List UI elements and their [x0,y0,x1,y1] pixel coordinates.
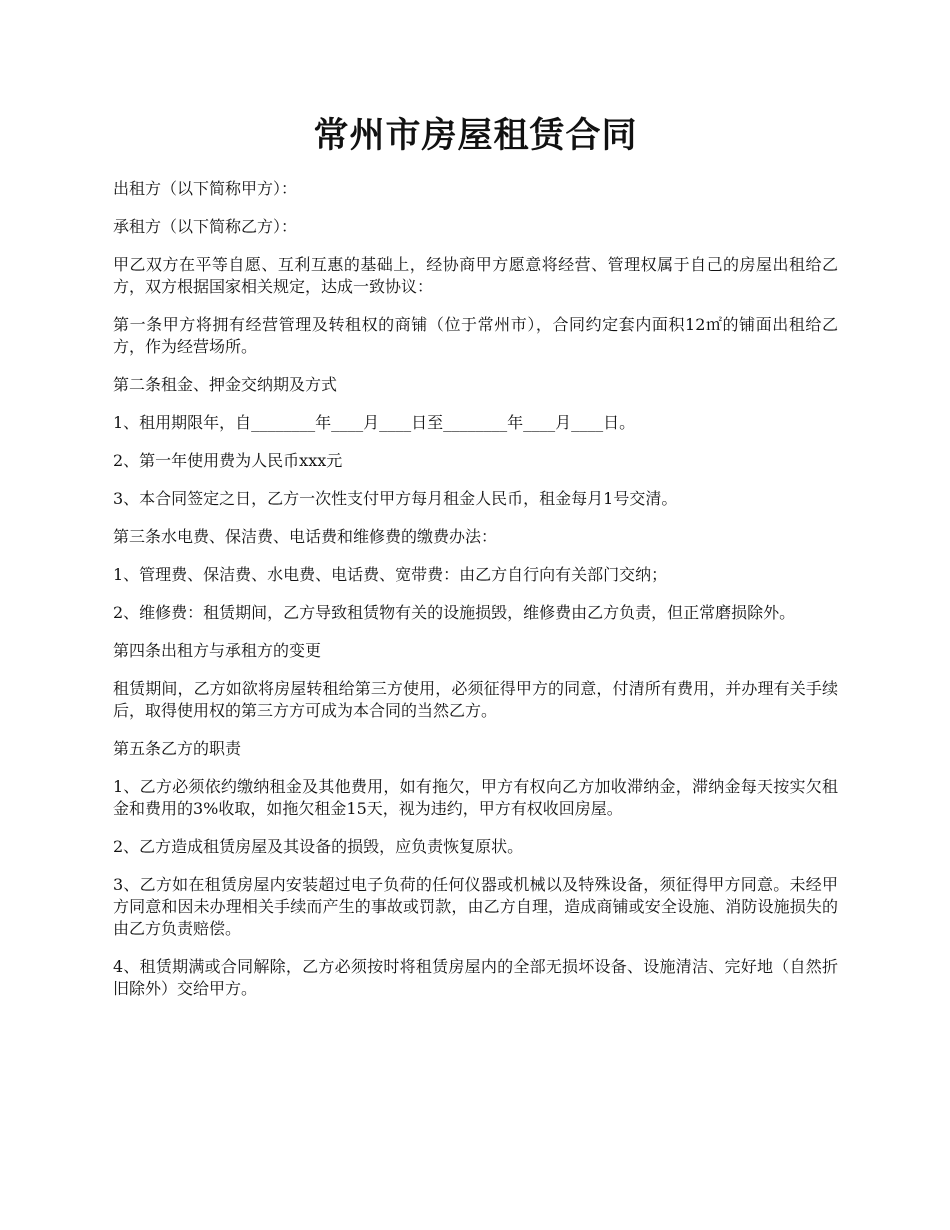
article-3-item-2: 2、维修费：租赁期间，乙方导致租赁物有关的设施损毁，维修费由乙方负责，但正常磨损除外。 [113,603,796,622]
article-1: 第一条甲方将拥有经营管理及转租权的商铺（位于常州市），合同约定套内面积12㎡的铺面出租给乙方，作为经营场所。 [113,315,838,356]
document-title: 常州市房屋租赁合同 [313,115,638,156]
article-2-item-2: 2、第一年使用费为人民币xxx元 [113,451,343,470]
article-3-item-1: 1、管理费、保洁费、水电费、电话费、宽带费：由乙方自行向有关部门交纳； [113,565,668,584]
article-5-heading: 第五条乙方的职责 [113,739,242,758]
article-5-item-1: 1、乙方必须依约缴纳租金及其他费用，如有拖欠，甲方有权向乙方加收滞纳金，滞纳金每天按实欠租金和费用的3%收取，如拖欠租金15天，视为违约，甲方有权收回房屋。 [113,777,838,818]
article-5-item-2: 2、乙方造成租赁房屋及其设备的损毁，应负责恢复原状。 [113,837,524,856]
article-4-heading: 第四条出租方与承租方的变更 [113,641,322,660]
article-4-body: 租赁期间，乙方如欲将房屋转租给第三方使用，必须征得甲方的同意，付清所有费用，并办理有关手续后，取得使用权的第三方方可成为本合同的当然乙方。 [113,679,838,720]
party-b-line: 承租方（以下简称乙方）： [113,217,298,236]
article-2-heading: 第二条租金、押金交纳期及方式 [113,375,338,394]
article-2-item-3: 3、本合同签定之日，乙方一次性支付甲方每月租金人民币，租金每月1号交清。 [113,489,678,508]
article-5-item-4: 4、租赁期满或合同解除，乙方必须按时将租赁房屋内的全部无损坏设备、设施清洁、完好地（自然折旧除外）交给甲方。 [113,957,838,998]
article-5-item-3: 3、乙方如在租赁房屋内安装超过电子负荷的任何仪器或机械以及特殊设备，须征得甲方同意。未经甲方同意和因未办理相关手续而产生的事故或罚款，由乙方自理，造成商铺或安全设施、消防设施损失的由乙方负责赔偿。 [113,875,838,938]
article-3-heading: 第三条水电费、保洁费、电话费和维修费的缴费办法： [113,527,498,546]
document-body [113,178,838,1016]
preamble-paragraph: 甲乙双方在平等自愿、互利互惠的基础上，经协商甲方愿意将经营、管理权属于自己的房屋出租给乙方，双方根据国家相关规定，达成一致协议： [113,255,838,296]
article-2-item-1: 1、租用期限年，自________年____月____日至________年____月____日。 [113,413,636,432]
party-a-line: 出租方（以下简称甲方）： [113,179,298,198]
